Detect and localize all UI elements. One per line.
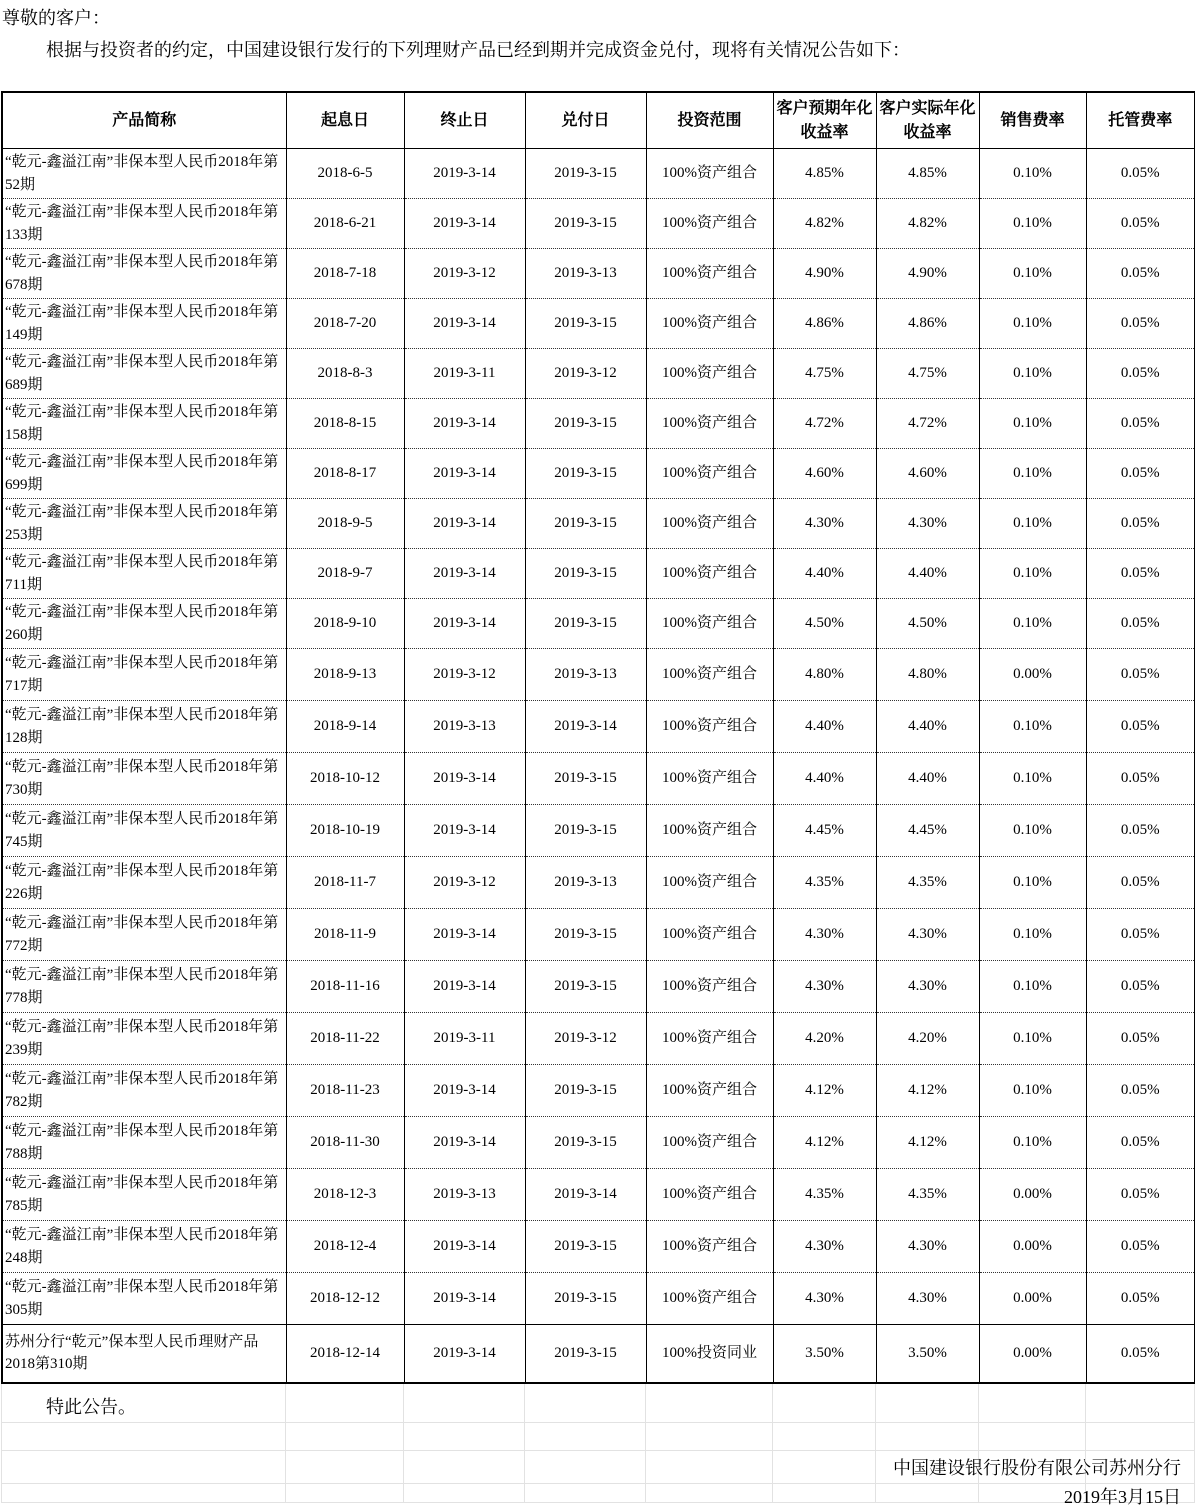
cell-value_date: 2018-9-14 [286, 701, 404, 753]
cell-custody_fee: 0.05% [1086, 1273, 1195, 1325]
cell-sales_fee: 0.10% [979, 857, 1086, 909]
cell-product: “乾元-鑫溢江南”非保本型人民币2018年第782期 [2, 1065, 286, 1117]
table-row [2, 1065, 1195, 1117]
cell-actual_rate: 4.75% [876, 349, 979, 399]
cell-end_date: 2019-3-14 [404, 1065, 525, 1117]
cell-scope: 100%资产组合 [646, 1221, 773, 1273]
grid-cell [646, 1422, 773, 1450]
issuer-signature: 中国建设银行股份有限公司苏州分行 [893, 1457, 1181, 1478]
cell-scope: 100%资产组合 [646, 649, 773, 701]
table-body [2, 149, 1195, 1383]
cell-scope: 100%资产组合 [646, 399, 773, 449]
cell-actual_rate: 4.90% [876, 249, 979, 299]
cell-product: “乾元-鑫溢江南”非保本型人民币2018年第253期 [2, 499, 286, 549]
cell-actual_rate: 4.40% [876, 753, 979, 805]
table-row [2, 399, 1195, 449]
cell-value_date: 2018-9-13 [286, 649, 404, 701]
cell-custody_fee: 0.05% [1086, 299, 1195, 349]
cell-product: “乾元-鑫溢江南”非保本型人民币2018年第689期 [2, 349, 286, 399]
grid-cell [646, 1483, 773, 1502]
cell-actual_rate: 4.72% [876, 399, 979, 449]
cell-sales_fee: 0.10% [979, 1065, 1086, 1117]
grid-cell [1086, 1422, 1195, 1450]
cell-custody_fee: 0.05% [1086, 199, 1195, 249]
cell-custody_fee: 0.05% [1086, 753, 1195, 805]
grid-cell [404, 1422, 525, 1450]
cell-payment_date: 2019-3-15 [525, 1221, 646, 1273]
grid-cell [404, 1384, 525, 1423]
cell-expected_rate: 4.30% [773, 499, 876, 549]
cell-expected_rate: 4.72% [773, 399, 876, 449]
cell-payment_date: 2019-3-15 [525, 599, 646, 649]
table-row [2, 449, 1195, 499]
grid-cell [525, 1384, 646, 1423]
cell-payment_date: 2019-3-15 [525, 1117, 646, 1169]
cell-actual_rate: 4.50% [876, 599, 979, 649]
cell-product: “乾元-鑫溢江南”非保本型人民币2018年第239期 [2, 1013, 286, 1065]
cell-actual_rate: 4.60% [876, 449, 979, 499]
cell-actual_rate: 4.35% [876, 857, 979, 909]
header-cell-0: 产品简称 [2, 92, 286, 149]
cell-product: “乾元-鑫溢江南”非保本型人民币2018年第699期 [2, 449, 286, 499]
cell-value_date: 2018-11-30 [286, 1117, 404, 1169]
cell-sales_fee: 0.10% [979, 249, 1086, 299]
cell-custody_fee: 0.05% [1086, 499, 1195, 549]
grid-cell [773, 1450, 876, 1483]
cell-payment_date: 2019-3-12 [525, 349, 646, 399]
cell-expected_rate: 4.30% [773, 1221, 876, 1273]
cell-expected_rate: 4.75% [773, 349, 876, 399]
grid-cell [979, 1384, 1086, 1423]
cell-scope: 100%资产组合 [646, 599, 773, 649]
cell-custody_fee: 0.05% [1086, 961, 1195, 1013]
table-row [2, 599, 1195, 649]
cell-end_date: 2019-3-11 [404, 349, 525, 399]
cell-value_date: 2018-12-14 [286, 1325, 404, 1383]
cell-sales_fee: 0.10% [979, 299, 1086, 349]
cell-end_date: 2019-3-11 [404, 1013, 525, 1065]
cell-value_date: 2018-11-16 [286, 961, 404, 1013]
cell-expected_rate: 4.12% [773, 1065, 876, 1117]
cell-actual_rate: 4.12% [876, 1117, 979, 1169]
table-row [2, 909, 1195, 961]
cell-payment_date: 2019-3-15 [525, 1273, 646, 1325]
cell-sales_fee: 0.00% [979, 1325, 1086, 1383]
cell-value_date: 2018-7-20 [286, 299, 404, 349]
cell-product: “乾元-鑫溢江南”非保本型人民币2018年第133期 [2, 199, 286, 249]
cell-end_date: 2019-3-12 [404, 857, 525, 909]
cell-custody_fee: 0.05% [1086, 1325, 1195, 1383]
cell-actual_rate: 4.30% [876, 961, 979, 1013]
table-row [2, 1273, 1195, 1325]
header-cell-3: 兑付日 [525, 92, 646, 149]
cell-end_date: 2019-3-13 [404, 1169, 525, 1221]
cell-payment_date: 2019-3-15 [525, 549, 646, 599]
cell-actual_rate: 4.30% [876, 909, 979, 961]
cell-product: “乾元-鑫溢江南”非保本型人民币2018年第745期 [2, 805, 286, 857]
announcement-date: 2019年3月15日 [1064, 1486, 1181, 1507]
table-row [2, 499, 1195, 549]
cell-end_date: 2019-3-14 [404, 1325, 525, 1383]
cell-custody_fee: 0.05% [1086, 249, 1195, 299]
grid-cell [404, 1483, 525, 1502]
cell-scope: 100%资产组合 [646, 909, 773, 961]
table-row [2, 1169, 1195, 1221]
grid-cell [2, 1450, 286, 1483]
cell-value_date: 2018-12-3 [286, 1169, 404, 1221]
grid-cell [2, 1422, 286, 1450]
cell-sales_fee: 0.10% [979, 805, 1086, 857]
cell-scope: 100%资产组合 [646, 701, 773, 753]
grid-cell [646, 1384, 773, 1423]
table-row [2, 1221, 1195, 1273]
cell-expected_rate: 4.30% [773, 1273, 876, 1325]
cell-sales_fee: 0.10% [979, 449, 1086, 499]
cell-custody_fee: 0.05% [1086, 599, 1195, 649]
products-table [1, 91, 1195, 1384]
table-row [2, 753, 1195, 805]
cell-end_date: 2019-3-14 [404, 909, 525, 961]
grid-cell [286, 1422, 404, 1450]
cell-scope: 100%资产组合 [646, 549, 773, 599]
grid-cell [646, 1450, 773, 1483]
cell-sales_fee: 0.10% [979, 199, 1086, 249]
grid-cell [876, 1384, 979, 1423]
cell-value_date: 2018-9-10 [286, 599, 404, 649]
grid-cell [286, 1450, 404, 1483]
cell-actual_rate: 4.40% [876, 701, 979, 753]
cell-custody_fee: 0.05% [1086, 549, 1195, 599]
cell-product: “乾元-鑫溢江南”非保本型人民币2018年第52期 [2, 149, 286, 199]
cell-custody_fee: 0.05% [1086, 1117, 1195, 1169]
cell-scope: 100%资产组合 [646, 299, 773, 349]
closing-statement: 特此公告。 [46, 1396, 136, 1417]
cell-sales_fee: 0.00% [979, 1273, 1086, 1325]
cell-sales_fee: 0.10% [979, 909, 1086, 961]
header-cell-7: 销售费率 [979, 92, 1086, 149]
cell-payment_date: 2019-3-15 [525, 499, 646, 549]
cell-payment_date: 2019-3-13 [525, 857, 646, 909]
cell-product: “乾元-鑫溢江南”非保本型人民币2018年第788期 [2, 1117, 286, 1169]
grid-cell [286, 1384, 404, 1423]
table-row [2, 299, 1195, 349]
cell-payment_date: 2019-3-15 [525, 753, 646, 805]
cell-actual_rate: 4.30% [876, 1273, 979, 1325]
cell-custody_fee: 0.05% [1086, 701, 1195, 753]
cell-scope: 100%资产组合 [646, 753, 773, 805]
cell-end_date: 2019-3-14 [404, 753, 525, 805]
cell-sales_fee: 0.10% [979, 701, 1086, 753]
table-row [2, 805, 1195, 857]
grid-cell [876, 1483, 979, 1502]
table-row [2, 961, 1195, 1013]
cell-payment_date: 2019-3-13 [525, 249, 646, 299]
cell-payment_date: 2019-3-14 [525, 1169, 646, 1221]
cell-product: “乾元-鑫溢江南”非保本型人民币2018年第305期 [2, 1273, 286, 1325]
cell-scope: 100%资产组合 [646, 961, 773, 1013]
cell-scope: 100%资产组合 [646, 499, 773, 549]
cell-end_date: 2019-3-14 [404, 599, 525, 649]
cell-actual_rate: 4.20% [876, 1013, 979, 1065]
cell-sales_fee: 0.00% [979, 649, 1086, 701]
cell-sales_fee: 0.10% [979, 1117, 1086, 1169]
cell-custody_fee: 0.05% [1086, 1065, 1195, 1117]
table-row [2, 249, 1195, 299]
table-row [2, 1325, 1195, 1383]
cell-end_date: 2019-3-14 [404, 805, 525, 857]
cell-scope: 100%资产组合 [646, 1273, 773, 1325]
cell-actual_rate: 4.85% [876, 149, 979, 199]
cell-expected_rate: 4.20% [773, 1013, 876, 1065]
table-row [2, 1013, 1195, 1065]
cell-value_date: 2018-10-19 [286, 805, 404, 857]
grid-cell [525, 1483, 646, 1502]
cell-actual_rate: 4.80% [876, 649, 979, 701]
grid-cell [773, 1422, 876, 1450]
cell-product: “乾元-鑫溢江南”非保本型人民币2018年第158期 [2, 399, 286, 449]
cell-expected_rate: 4.50% [773, 599, 876, 649]
grid-cell [1086, 1384, 1195, 1423]
cell-payment_date: 2019-3-15 [525, 1325, 646, 1383]
cell-expected_rate: 4.12% [773, 1117, 876, 1169]
cell-expected_rate: 4.90% [773, 249, 876, 299]
cell-scope: 100%资产组合 [646, 857, 773, 909]
grid-cell [876, 1422, 979, 1450]
cell-expected_rate: 4.35% [773, 857, 876, 909]
cell-product: “乾元-鑫溢江南”非保本型人民币2018年第678期 [2, 249, 286, 299]
cell-value_date: 2018-11-23 [286, 1065, 404, 1117]
cell-payment_date: 2019-3-15 [525, 149, 646, 199]
footer-section [0, 1384, 1195, 1507]
cell-end_date: 2019-3-12 [404, 249, 525, 299]
cell-end_date: 2019-3-14 [404, 299, 525, 349]
cell-end_date: 2019-3-14 [404, 1117, 525, 1169]
cell-custody_fee: 0.05% [1086, 1221, 1195, 1273]
cell-value_date: 2018-10-12 [286, 753, 404, 805]
cell-custody_fee: 0.05% [1086, 1013, 1195, 1065]
cell-end_date: 2019-3-14 [404, 1221, 525, 1273]
cell-scope: 100%资产组合 [646, 249, 773, 299]
cell-product: “乾元-鑫溢江南”非保本型人民币2018年第226期 [2, 857, 286, 909]
cell-value_date: 2018-11-9 [286, 909, 404, 961]
cell-value_date: 2018-12-12 [286, 1273, 404, 1325]
cell-actual_rate: 4.30% [876, 1221, 979, 1273]
cell-payment_date: 2019-3-15 [525, 449, 646, 499]
header-cell-8: 托管费率 [1086, 92, 1195, 149]
cell-actual_rate: 4.45% [876, 805, 979, 857]
table-header-row [2, 92, 1195, 149]
cell-scope: 100%资产组合 [646, 1013, 773, 1065]
cell-sales_fee: 0.00% [979, 1169, 1086, 1221]
cell-scope: 100%资产组合 [646, 1065, 773, 1117]
cell-actual_rate: 4.35% [876, 1169, 979, 1221]
grid-cell [404, 1450, 525, 1483]
cell-scope: 100%资产组合 [646, 1117, 773, 1169]
cell-value_date: 2018-12-4 [286, 1221, 404, 1273]
cell-scope: 100%投资同业 [646, 1325, 773, 1383]
grid-row [2, 1384, 1195, 1423]
salutation: 尊敬的客户： [2, 8, 110, 28]
cell-value_date: 2018-6-5 [286, 149, 404, 199]
cell-scope: 100%资产组合 [646, 449, 773, 499]
cell-sales_fee: 0.00% [979, 1221, 1086, 1273]
table-row [2, 349, 1195, 399]
header-cell-1: 起息日 [286, 92, 404, 149]
cell-end_date: 2019-3-14 [404, 1273, 525, 1325]
header-cell-4: 投资范围 [646, 92, 773, 149]
grid-cell [2, 1483, 286, 1502]
cell-product: “乾元-鑫溢江南”非保本型人民币2018年第730期 [2, 753, 286, 805]
cell-sales_fee: 0.10% [979, 349, 1086, 399]
cell-payment_date: 2019-3-15 [525, 909, 646, 961]
cell-expected_rate: 4.60% [773, 449, 876, 499]
cell-expected_rate: 4.35% [773, 1169, 876, 1221]
cell-end_date: 2019-3-14 [404, 399, 525, 449]
cell-payment_date: 2019-3-12 [525, 1013, 646, 1065]
cell-scope: 100%资产组合 [646, 349, 773, 399]
cell-scope: 100%资产组合 [646, 149, 773, 199]
cell-product: “乾元-鑫溢江南”非保本型人民币2018年第128期 [2, 701, 286, 753]
table-row [2, 701, 1195, 753]
cell-end_date: 2019-3-14 [404, 961, 525, 1013]
cell-custody_fee: 0.05% [1086, 349, 1195, 399]
grid-row [2, 1483, 1195, 1502]
cell-sales_fee: 0.10% [979, 1013, 1086, 1065]
spreadsheet-gridlines [1, 1384, 1195, 1503]
table-row [2, 1117, 1195, 1169]
cell-product: “乾元-鑫溢江南”非保本型人民币2018年第772期 [2, 909, 286, 961]
cell-value_date: 2018-11-22 [286, 1013, 404, 1065]
cell-custody_fee: 0.05% [1086, 449, 1195, 499]
cell-payment_date: 2019-3-15 [525, 399, 646, 449]
cell-sales_fee: 0.10% [979, 499, 1086, 549]
cell-payment_date: 2019-3-15 [525, 299, 646, 349]
cell-payment_date: 2019-3-15 [525, 199, 646, 249]
cell-end_date: 2019-3-12 [404, 649, 525, 701]
cell-value_date: 2018-11-7 [286, 857, 404, 909]
cell-product: “乾元-鑫溢江南”非保本型人民币2018年第260期 [2, 599, 286, 649]
cell-product: “乾元-鑫溢江南”非保本型人民币2018年第778期 [2, 961, 286, 1013]
cell-expected_rate: 4.82% [773, 199, 876, 249]
intro-section [0, 0, 1195, 62]
cell-scope: 100%资产组合 [646, 805, 773, 857]
grid-cell [979, 1422, 1086, 1450]
cell-expected_rate: 4.40% [773, 701, 876, 753]
cell-actual_rate: 4.30% [876, 499, 979, 549]
cell-product: “乾元-鑫溢江南”非保本型人民币2018年第717期 [2, 649, 286, 701]
cell-expected_rate: 4.85% [773, 149, 876, 199]
header-cell-5: 客户预期年化收益率 [773, 92, 876, 149]
cell-product: “乾元-鑫溢江南”非保本型人民币2018年第149期 [2, 299, 286, 349]
intro-paragraph: 根据与投资者的约定，中国建设银行发行的下列理财产品已经到期并完成资金兑付，现将有关情况公告如下： [46, 40, 910, 60]
table-row [2, 857, 1195, 909]
table-row [2, 199, 1195, 249]
cell-actual_rate: 4.12% [876, 1065, 979, 1117]
cell-product: “乾元-鑫溢江南”非保本型人民币2018年第248期 [2, 1221, 286, 1273]
grid-cell [2, 1384, 286, 1423]
cell-custody_fee: 0.05% [1086, 649, 1195, 701]
cell-expected_rate: 4.40% [773, 549, 876, 599]
cell-expected_rate: 4.30% [773, 909, 876, 961]
cell-expected_rate: 4.40% [773, 753, 876, 805]
cell-expected_rate: 4.45% [773, 805, 876, 857]
table-row [2, 649, 1195, 701]
cell-value_date: 2018-8-17 [286, 449, 404, 499]
cell-expected_rate: 3.50% [773, 1325, 876, 1383]
grid-row [2, 1422, 1195, 1450]
cell-custody_fee: 0.05% [1086, 1169, 1195, 1221]
cell-sales_fee: 0.10% [979, 961, 1086, 1013]
cell-sales_fee: 0.10% [979, 149, 1086, 199]
cell-custody_fee: 0.05% [1086, 805, 1195, 857]
cell-payment_date: 2019-3-13 [525, 649, 646, 701]
cell-sales_fee: 0.10% [979, 399, 1086, 449]
cell-product: “乾元-鑫溢江南”非保本型人民币2018年第711期 [2, 549, 286, 599]
cell-custody_fee: 0.05% [1086, 399, 1195, 449]
grid-cell [286, 1483, 404, 1502]
cell-actual_rate: 3.50% [876, 1325, 979, 1383]
cell-actual_rate: 4.86% [876, 299, 979, 349]
cell-scope: 100%资产组合 [646, 199, 773, 249]
grid-cell [773, 1483, 876, 1502]
cell-custody_fee: 0.05% [1086, 149, 1195, 199]
cell-custody_fee: 0.05% [1086, 909, 1195, 961]
cell-payment_date: 2019-3-14 [525, 701, 646, 753]
cell-sales_fee: 0.10% [979, 599, 1086, 649]
cell-value_date: 2018-8-15 [286, 399, 404, 449]
cell-end_date: 2019-3-14 [404, 149, 525, 199]
cell-sales_fee: 0.10% [979, 753, 1086, 805]
cell-payment_date: 2019-3-15 [525, 1065, 646, 1117]
cell-end_date: 2019-3-13 [404, 701, 525, 753]
table-row [2, 149, 1195, 199]
cell-value_date: 2018-7-18 [286, 249, 404, 299]
cell-expected_rate: 4.86% [773, 299, 876, 349]
cell-value_date: 2018-8-3 [286, 349, 404, 399]
cell-end_date: 2019-3-14 [404, 199, 525, 249]
table-row [2, 549, 1195, 599]
cell-product: “乾元-鑫溢江南”非保本型人民币2018年第785期 [2, 1169, 286, 1221]
cell-sales_fee: 0.10% [979, 549, 1086, 599]
cell-value_date: 2018-9-7 [286, 549, 404, 599]
cell-expected_rate: 4.80% [773, 649, 876, 701]
grid-cell [773, 1384, 876, 1423]
cell-expected_rate: 4.30% [773, 961, 876, 1013]
grid-cell [525, 1450, 646, 1483]
cell-value_date: 2018-6-21 [286, 199, 404, 249]
cell-end_date: 2019-3-14 [404, 549, 525, 599]
cell-end_date: 2019-3-14 [404, 449, 525, 499]
cell-value_date: 2018-9-5 [286, 499, 404, 549]
cell-payment_date: 2019-3-15 [525, 961, 646, 1013]
header-cell-2: 终止日 [404, 92, 525, 149]
cell-actual_rate: 4.40% [876, 549, 979, 599]
cell-end_date: 2019-3-14 [404, 499, 525, 549]
cell-product: 苏州分行“乾元”保本型人民币理财产品2018第310期 [2, 1325, 286, 1383]
cell-payment_date: 2019-3-15 [525, 805, 646, 857]
header-cell-6: 客户实际年化收益率 [876, 92, 979, 149]
grid-cell [525, 1422, 646, 1450]
cell-actual_rate: 4.82% [876, 199, 979, 249]
cell-scope: 100%资产组合 [646, 1169, 773, 1221]
cell-custody_fee: 0.05% [1086, 857, 1195, 909]
